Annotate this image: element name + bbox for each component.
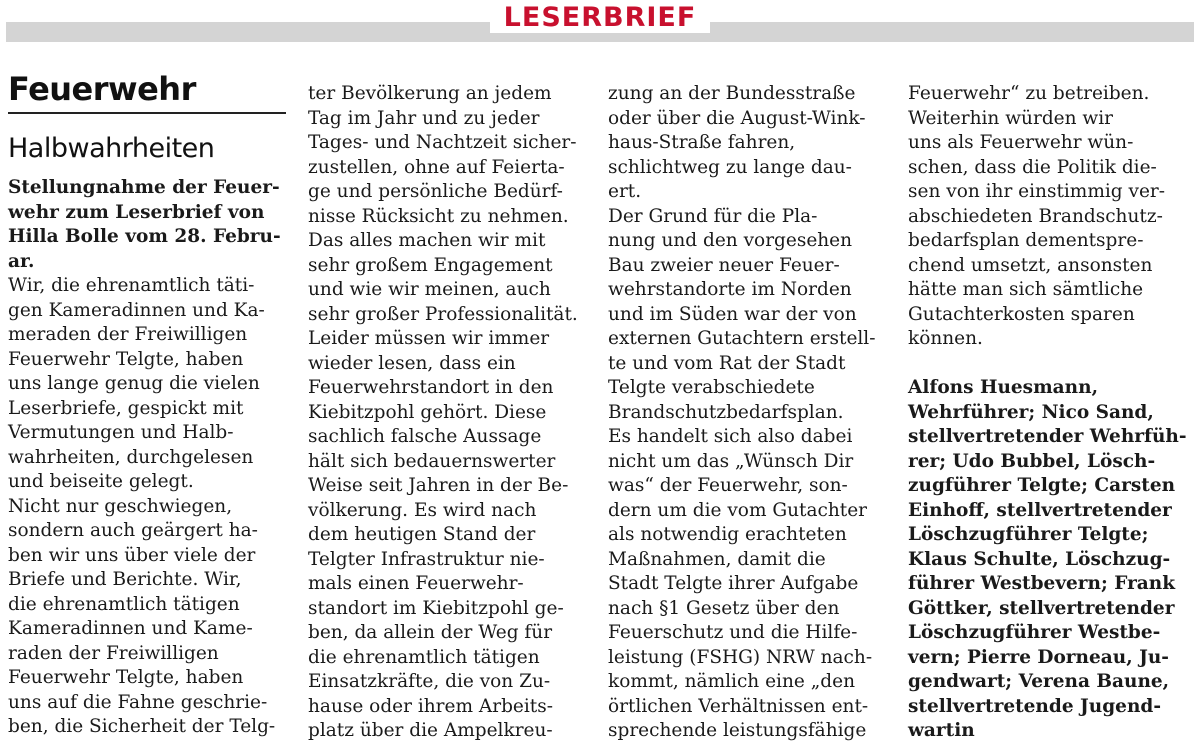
text-line: ben wir uns über viele der	[8, 544, 256, 566]
text-line: Einsatzkräfte, die von Zu-	[308, 671, 551, 692]
text-line: ben, die Sicherheit der Telg-	[8, 716, 276, 737]
text-line: führer Westbevern; Frank	[908, 573, 1176, 594]
text-line: te und vom Rat der Stadt	[608, 352, 846, 374]
text-line: und wie wir meinen, auch	[308, 279, 551, 300]
text-line: ar.	[8, 250, 35, 272]
text-line: schlichtweg zu lange dau-	[608, 156, 852, 178]
text-line: Telgter Infrastruktur nie-	[308, 548, 545, 570]
headline: Feuerwehr	[8, 70, 196, 108]
text-line: ge und persönliche Bedürf-	[308, 181, 563, 202]
text-line: nung und den vorgesehen	[608, 230, 853, 251]
text-line: Einhoff, stellvertretender	[908, 499, 1172, 521]
text-line: Kiebitzpohl gehört. Diese	[308, 401, 547, 423]
text-line: völkerung. Es wird nach	[308, 499, 537, 521]
text-line: Wehrführer; Nico Sand,	[908, 401, 1154, 423]
text-line: und beiseite gelegt.	[8, 471, 194, 492]
text-line: Tages- und Nachtzeit sicher-	[308, 132, 577, 153]
text-line: sprechende leistungsfähige	[608, 720, 867, 741]
text-line: dem heutigen Stand der	[308, 524, 536, 545]
text-line: Wir, die ehrenamtlich täti-	[8, 275, 255, 296]
text-line: Feuerschutz und die Hilfe-	[608, 622, 858, 643]
text-line: nach §1 Gesetz über den	[608, 597, 840, 619]
text-line: Feuerwehr Telgte, haben	[8, 348, 244, 370]
text-line: sehr großer Professionalität.	[308, 303, 578, 325]
text-line: gendwart; Verena Baune,	[908, 671, 1170, 692]
text-line: Nicht nur geschwiegen,	[8, 495, 233, 517]
text-line: Es handelt sich also dabei	[608, 426, 853, 447]
text-line: wehr zum Leserbrief von	[8, 201, 265, 223]
text-line: meraden der Freiwilligen	[8, 324, 248, 345]
text-line: zugführer Telgte; Carsten	[908, 475, 1176, 496]
text-line: Weise seit Jahren in der Be-	[308, 475, 569, 496]
text-line: örtlichen Verhältnissen ent-	[608, 695, 869, 717]
text-line: vern; Pierre Dorneau, Ju-	[908, 646, 1169, 668]
text-line: oder über die August-Wink-	[608, 107, 866, 129]
text-line: gen Kameradinnen und Ka-	[8, 299, 265, 321]
text-line: stellvertretender Wehrfüh-	[908, 426, 1187, 447]
text-line: hätte man sich sämtliche	[908, 279, 1144, 300]
text-line: kommt, nämlich eine „den	[608, 671, 856, 692]
text-line: und im Süden war der von	[608, 303, 857, 325]
text-line: ben, da allein der Weg für	[308, 622, 553, 643]
text-line: Gutachterkosten sparen	[908, 303, 1135, 325]
text-line: Löschzugführer Telgte;	[908, 524, 1149, 545]
text-line: mals einen Feuerwehr-	[308, 573, 524, 594]
text-column-2	[308, 82, 598, 744]
text-line: wartin	[908, 720, 975, 741]
text-line: externen Gutachtern erstell-	[608, 328, 876, 349]
text-line: Der Grund für die Pla-	[608, 205, 818, 227]
text-line: Leider müssen wir immer	[308, 328, 550, 349]
text-line: nicht um das „Wünsch Dir	[608, 450, 854, 472]
text-line: Göttker, stellvertretender	[908, 597, 1175, 619]
text-line: Das alles machen wir mit	[308, 230, 546, 251]
text-line: was“ der Feuerwehr, son-	[608, 475, 848, 496]
text-line: hält sich bedauernswerter	[308, 450, 556, 472]
text-line: zung an der Bundesstraße	[608, 83, 856, 104]
text-line: zustellen, ohne auf Feierta-	[308, 156, 565, 178]
text-line: sondern auch geärgert ha-	[8, 520, 258, 541]
text-line: Stadt Telgte ihrer Aufgabe	[608, 573, 859, 594]
text-line: Klaus Schulte, Löschzug-	[908, 548, 1171, 570]
text-line: können.	[908, 328, 983, 349]
text-line: bedarfsplan dementspre-	[908, 230, 1144, 251]
text-line: wieder lesen, dass ein	[308, 352, 516, 374]
text-line: ert.	[608, 181, 642, 202]
text-line: schen, dass die Politik die-	[908, 156, 1157, 178]
text-line: uns als Feuerwehr wün-	[908, 132, 1134, 153]
text-line: platz über die Ampelkreu-	[308, 720, 553, 741]
section-label	[0, 2, 1200, 33]
text-line: uns auf die Fahne geschrie-	[8, 691, 268, 713]
text-line: rer; Udo Bubbel, Lösch-	[908, 450, 1156, 472]
text-line: dern um die vom Gutachter	[608, 499, 868, 521]
text-line: Feuerwehrstandort in den	[308, 377, 554, 398]
text-line: sachlich falsche Aussage	[308, 426, 542, 447]
text-column-1	[8, 176, 296, 740]
text-line: haus-Straße fahren,	[608, 132, 796, 153]
text-line: Leserbriefe, gespickt mit	[8, 397, 244, 419]
text-line: nisse Rücksicht zu nehmen.	[308, 205, 569, 227]
text-line: Bau zweier neuer Feuer-	[608, 254, 840, 276]
text-line: standort im Kiebitzpohl ge-	[308, 597, 564, 619]
text-line: Brandschutzbedarfsplan.	[608, 401, 844, 423]
text-line: sen von ihr einstimmig ver-	[908, 181, 1166, 202]
text-line: hause oder ihrem Arbeits-	[308, 695, 553, 717]
text-line: Feuerwehr“ zu betreiben.	[908, 83, 1150, 104]
text-line: chend umsetzt, ansonsten	[908, 254, 1153, 276]
text-line: Stellungnahme der Feuer-	[8, 177, 280, 198]
text-line: stellvertretende Jugend-	[908, 695, 1162, 717]
text-line: raden der Freiwilligen	[8, 642, 219, 664]
text-line: Kameradinnen und Kame-	[8, 618, 253, 639]
text-column-3	[608, 82, 898, 744]
text-line: Telgte verabschiedete	[608, 377, 815, 398]
text-line: ter Bevölkerung an jedem	[308, 83, 552, 104]
text-line: Maßnahmen, damit die	[608, 548, 826, 570]
text-line: die ehrenamtlich tätigen	[308, 646, 540, 668]
headline-rule	[8, 112, 286, 114]
text-line: Alfons Huesmann,	[908, 377, 1099, 398]
text-line: abschiedeten Brandschutz-	[908, 205, 1163, 227]
text-line: als notwendig erachteten	[608, 524, 847, 545]
text-line: uns lange genug die vielen	[8, 373, 260, 394]
text-line	[908, 352, 1198, 377]
subheadline: Halbwahrheiten	[8, 133, 215, 164]
text-line: Vermutungen und Halb-	[8, 422, 234, 443]
section-label-text: LESERBRIEF	[490, 2, 711, 33]
text-line: leistung (FSHG) NRW nach-	[608, 646, 873, 668]
text-line: die ehrenamtlich tätigen	[8, 593, 240, 615]
text-line: Tag im Jahr und zu jeder	[308, 107, 540, 129]
text-line: Feuerwehr Telgte, haben	[8, 667, 244, 688]
text-column-4	[908, 82, 1198, 744]
text-line: sehr großem Engagement	[308, 254, 553, 276]
text-line: wehrstandorte im Norden	[608, 279, 852, 300]
text-line: Weiterhin würden wir	[908, 107, 1113, 129]
text-line: Briefe und Berichte. Wir,	[8, 569, 242, 590]
text-line: Löschzugführer Westbe-	[908, 622, 1161, 643]
text-line: wahrheiten, durchgelesen	[8, 446, 254, 468]
text-line: Hilla Bolle vom 28. Febru-	[8, 226, 281, 247]
